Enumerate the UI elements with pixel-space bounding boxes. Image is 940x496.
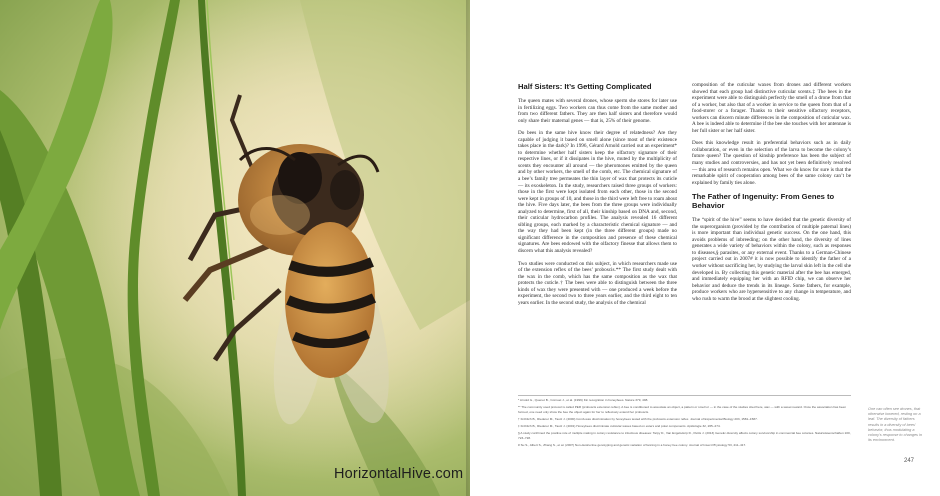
footnote: † Fröhlich B., Riederer M., Tautz J. (2000) Comb-wax discrimination by honeybees tested with the proboscis extension reflex. Journal of Experimental Biology 203, 1581–1587. [518, 416, 758, 421]
paragraph: Does this knowledge result in preferential behaviors such as in daily collaboration, or even in the selection of the larva to become the colony’s future queen? The question of kinship preference has been the subject of many studies and controversies, and has not yet been definitively resolved — this area of research remains open. What we do know for sure is that the remarkable spirit of cooperation among bees of the same colony can’t be explained by family ties alone. [692, 140, 851, 186]
footnote: § A study confirmed the positive role of multiple mating in colony resistance to infectious diseases: Tarpy D., Van Engelsdorp D., Pettis J. (2013) Genetic diversity affects colony survivorship in commercial bee colonies. Naturwissenschaften 100, 723–728. [518, 430, 851, 440]
margin-caption: One can often see drones, that otherwise lowered, resting on a leaf. The diversity of fathers results in a diversity of bees’ behavior, thus modulating a colony’s response to changes in its environment. [868, 407, 922, 443]
footnote-divider [518, 395, 851, 396]
section-heading-half-sisters: Half Sisters: It’s Getting Complicated [518, 82, 652, 91]
text-column-left [518, 82, 677, 312]
footnote: * Arnold G., Quenet B., Cornuet J., et al. (1996) Kin recognition in honeybees. Nature 379, 498. [518, 398, 649, 402]
footnote: # Su S., Albert S., Zhang S., et al. (2007) Non-destructive genotyping and genetic variation of fanning in a honey bee colony. Journal of Insect Physiology 53, 411–417. [518, 442, 747, 447]
page-number: 247 [904, 458, 915, 464]
text-page [470, 0, 940, 496]
site-watermark: HorizontalHive.com [334, 466, 464, 482]
section-heading-father-of-ingenuity: The Father of Ingenuity: From Genes to Behavior [692, 192, 835, 211]
paragraph: Do bees in the same hive know their degree of relatedness? Are they capable of judging it based on smell alone (since most of their existence takes place in the dark)? In 1996, Gérard Arnold carried out an experiment* to determine whether half sisters keep the olfactory signature of their respective lines, or if it dissipates in the hive, muted by the multiplicity of scents they encounter all around — the pheromones emitted by the queen and by other workers, the smell of the comb, etc. The chemical signature of a bee’s family tree permeates the thin layer of wax that protects its cuticle — its exoskeleton. In the study, researchers raised three groups of workers: those in the first were kept isolated from each other, those in the second were kept in groups of 10, and those in the third were left free to roam about the hive. Five days later, the bees from the three groups were individually analyzed to determine, first of all, their kinship based on DNA and, second, their cuticular hydrocarbon profiles. The analysis revealed 16 different sibling groups, each marked by a characteristic chemical signature — and the way they had been kept (in the three different groups) made no significant difference in the composition and presence of these chemical signatures. Are bees endowed with the olfactory finesse that allows them to discern what this analysis revealed? [518, 130, 677, 255]
paragraph: The queen mates with several drones, whose sperm she stores for later use in fertilizing eggs. Two workers can thus come from the same mother and from two different fathers. They are then half sisters and therefore would only share their maternal genes — that is, 25% of their genome. [518, 98, 677, 124]
text-column-right [692, 82, 851, 308]
paragraph: The “spirit of the hive” seems to have decided that the genetic diversity of the superorganism (provided by the contribution of multiple paternal lines) is more important than individual genetic success. On the one hand, this avoids problems of inbreeding; on the other hand, the diversity of lines generates a wide variety of behaviors within the colony, such as responses to diseases,§ parasites, or any external event. Thanks to a German-Chinese project carried out in 2007# it is now possible to identify the father of a worker without sacrificing her, by studying the larval skin left in the cell she developed in. By collecting this genetic material after the bee has emerged, and immediately equipping her with an RFID chip, we can observe her behavior and deduce the trends in its lineage. Some fathers, for example, produce workers who are hypersensitive to any change in temperature, and who rush to warm the brood at the slightest cooling. [692, 217, 851, 302]
paragraph: Two studies were conducted on this subject, in which researchers made use of the extension reflex of the bees’ proboscis.** The first study dealt with the wax in the comb, which has the same composition as the wax that protects the cuticle.† The bees were able to distinguish between the three kinds of wax they were presented with — one produced a week before the experiment, the second two to three years earlier, and the third eight to ten years earlier. In the second study, the analysis of the chemical [518, 260, 677, 306]
footnotes [518, 398, 851, 450]
paragraph: composition of the cuticular waxes from drones and different workers showed that each group had distinctive cuticular scents.‡ The bees in the experiment were able to distinguish perfectly the smell of a drone from that of a worker, but also that of a worker in service to the queen from that of a food-storer or a forager. Thanks to their sensitive olfactory receptors, workers can discern minute differences in the composition of cuticular wax. A bee is indeed able to determine if the bee she touches with her antennae is her full sister or her half sister. [692, 82, 851, 134]
footnote: ** The community used protocol is called PER (proboscis extension reflex). A bee is conditioned to associate an object, a pattern or smell or — in the case of the studies cited here, wax — with a sweet reward. Once the association has been formed, one need only show the bee the object again for her to reflexively extend her proboscis. [518, 405, 847, 414]
footnote: ‡ Fröhlich B., Riederer M., Tautz J. (2001) Honeybees discriminate cuticular waxes based on esters and polar components. Apidologie 32, 265–274. [518, 423, 721, 428]
